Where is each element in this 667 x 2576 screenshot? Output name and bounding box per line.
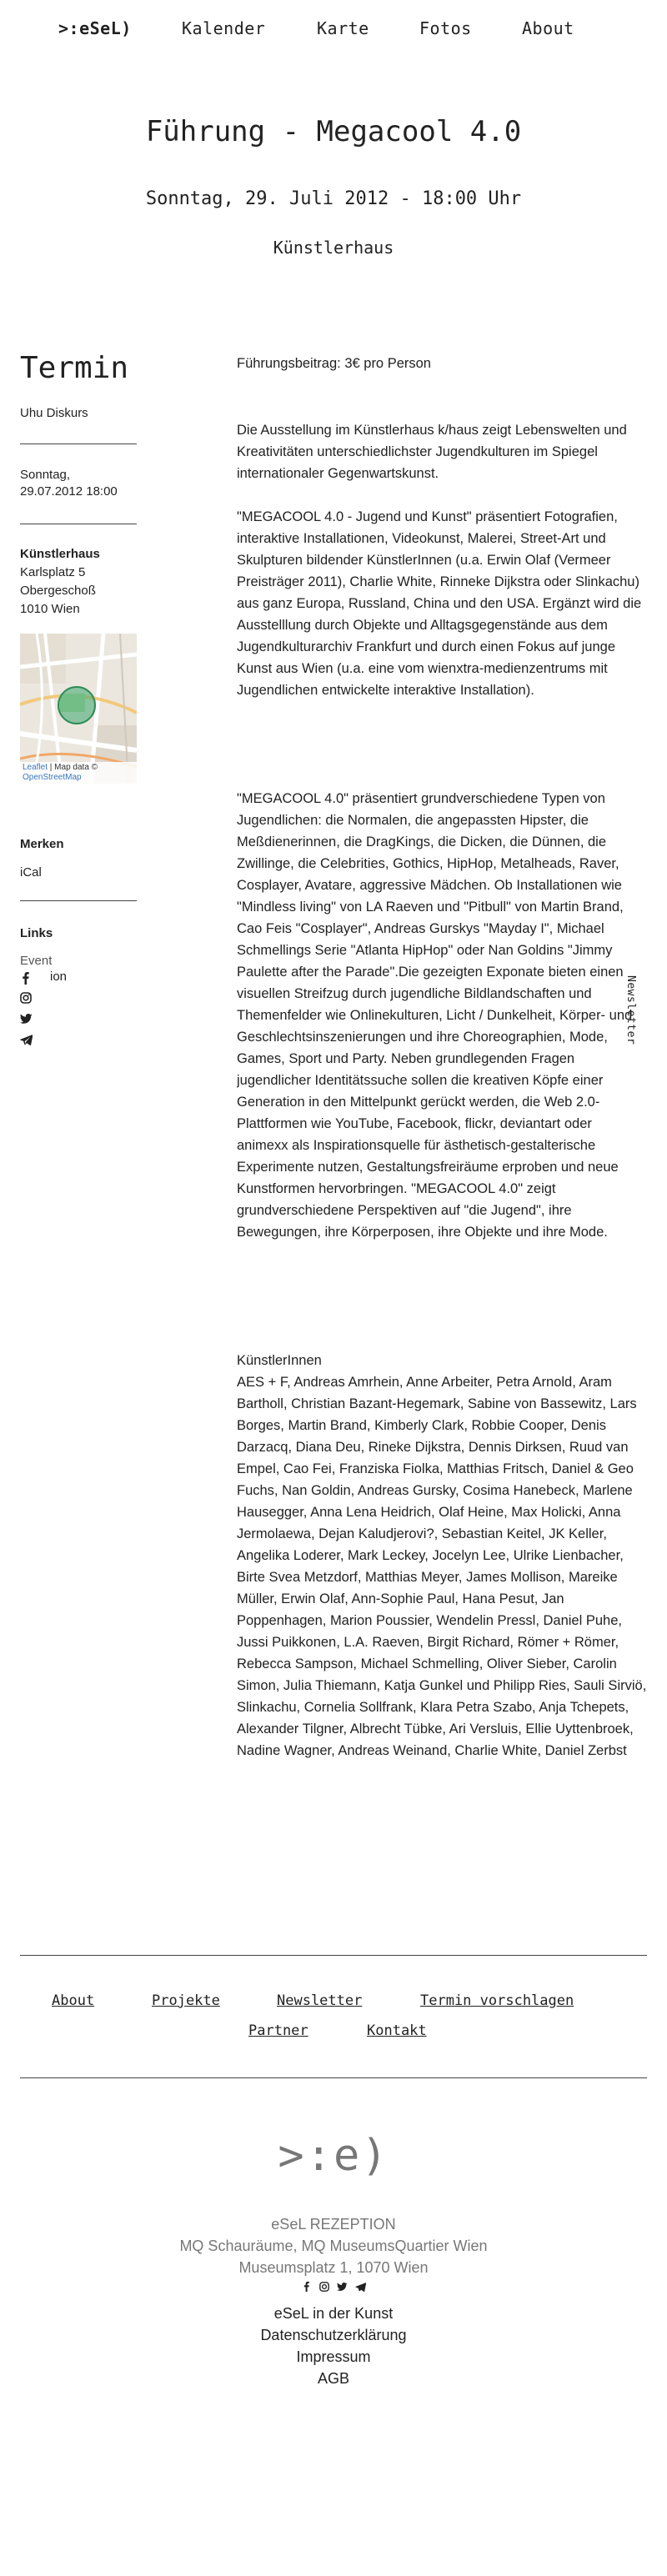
sidebar-venue-city: 1010 Wien bbox=[20, 602, 80, 616]
nav-fotos[interactable]: Fotos bbox=[419, 18, 472, 38]
sidebar-links-heading: Links bbox=[20, 926, 53, 940]
footer-link-newsletter[interactable]: Newsletter bbox=[277, 1992, 363, 2009]
facebook-icon[interactable] bbox=[20, 971, 35, 986]
footer-link-termin-vorschlagen[interactable]: Termin vorschlagen bbox=[420, 1992, 574, 2009]
leaflet-link[interactable]: Leaflet bbox=[23, 763, 48, 772]
twitter-icon[interactable] bbox=[335, 2281, 350, 2294]
fee-text: Führungsbeitrag: 3€ pro Person bbox=[237, 356, 431, 371]
artists-paragraph bbox=[237, 1371, 654, 1848]
footer-logo: >:e) bbox=[278, 2131, 389, 2181]
location-map[interactable] bbox=[20, 634, 137, 784]
map-attribution-text: | Map data © bbox=[48, 763, 98, 772]
footer-link-esel-in-der-kunst[interactable]: eSeL in der Kunst bbox=[273, 2305, 394, 2322]
newsletter-side-tab[interactable]: Newsletter bbox=[624, 975, 637, 1045]
sidebar-time-slot: Uhu Diskurs bbox=[20, 406, 88, 420]
sidebar-link-partial[interactable]: ion bbox=[50, 970, 68, 984]
event-datetime: Sonntag, 29. Juli 2012 - 18:00 Uhr bbox=[145, 188, 522, 209]
description-paragraph bbox=[237, 506, 654, 766]
instagram-icon[interactable] bbox=[317, 2281, 332, 2294]
intro-text: Die Ausstellung im Künstlerhaus k/haus zeigt Lebenswelten und Kreativitäten unterschiedlichster Jugendkulturen im Spiegel internationaler Gegenwartskunst. bbox=[237, 423, 627, 481]
ical-link[interactable]: iCal bbox=[20, 865, 42, 880]
sidebar-merken-heading: Merken bbox=[20, 837, 64, 851]
types-paragraph bbox=[237, 788, 639, 1330]
openstreetmap-link[interactable]: OpenStreetMap bbox=[23, 773, 82, 782]
telegram-icon[interactable] bbox=[20, 1034, 35, 1049]
sidebar-divider bbox=[20, 900, 137, 901]
footer-link-kontakt[interactable]: Kontakt bbox=[367, 2022, 427, 2039]
sidebar-date-line2: 29.07.2012 18:00 bbox=[20, 484, 118, 499]
artists-heading: KünstlerInnen bbox=[237, 1353, 322, 1368]
footer-divider bbox=[20, 2077, 647, 2078]
sidebar-venue-floor: Obergeschoß bbox=[20, 584, 96, 598]
nav-karte[interactable]: Karte bbox=[317, 18, 369, 38]
telegram-icon[interactable] bbox=[354, 2281, 369, 2294]
artists-list: AES + F, Andreas Amrhein, Anne Arbeiter, Petra Arnold, Aram Bartholl, Christian Bazant-Hegemark, Sabine von Bassewitz, Lars Borges, Martin Brand, Kimberly Clark, Robbie Cooper, Denis Darzacq, Diana Deu, Rineke Dijkstra, Dennis Dirksen, Ruud van Empel, Cao Fei, Franziska Fiolka, Matthias Fritsch, Daniel & Geo Fuchs, Nan Goldin, Andreas Gursky, Cosima Hanebeck, Marlene Hausegger, Anna Lena Heidrich, Olaf Heine, Max Holicki, Anna Jermolaewa, Dejan Kaludjerovi?, Sebastian Keitel, JK Keller, Angelika Loderer, Mark Leckey, Jocelyn Lee, Ulrike Lienbacher, Birte Svea Metzdorf, Matthias Meyer, James Mollison, Mareike Müller, Erwin Olaf, Ann-Sophie Paul, Hana Pesut, Jan Poppenhagen, Marion Poussier, Wendelin Pressl, Daniel Puhe, Jussi Puikkonen, L.A. Raeven, Birgit Richard, Römer + Römer, Rebecca Sampson, Michael Schmelling, Oliver Sieber, Carolin Simon, Julia Thiemann, Katja Gunkel und Philipp Ries, Sauli Sirviö, Slinkachu, Cornelia Sollfrank, Klara Petra Szabo, Anja Tchepets, Alexander Tilgner, Albrecht Tübke, Ari Versluis, Ellie Uyttenbroek, Nadine Wagner, Andreas Weinand, Charlie White, Daniel Zerbst bbox=[237, 1375, 647, 1758]
sidebar-venue-street: Karlsplatz 5 bbox=[20, 565, 86, 579]
event-location: Künstlerhaus bbox=[273, 238, 394, 258]
nav-kalender[interactable]: Kalender bbox=[182, 18, 266, 38]
footer-social-icons bbox=[0, 2281, 667, 2294]
logo-link[interactable]: >:eSeL) bbox=[58, 18, 132, 38]
facebook-icon[interactable] bbox=[298, 2281, 313, 2294]
twitter-icon[interactable] bbox=[20, 1013, 35, 1028]
footer-link-agb[interactable]: AGB bbox=[317, 2370, 349, 2387]
footer-link-partner[interactable]: Partner bbox=[248, 2022, 308, 2039]
nav-about[interactable]: About bbox=[522, 18, 574, 38]
event-title: Führung - Megacool 4.0 bbox=[145, 115, 522, 148]
footer-link-about[interactable]: About bbox=[52, 1992, 95, 2009]
footer-address-line2: Museumsplatz 1, 1070 Wien bbox=[238, 2259, 429, 2276]
instagram-icon[interactable] bbox=[20, 992, 35, 1007]
top-navigation bbox=[0, 18, 667, 43]
description-text: "MEGACOOL 4.0 - Jugend und Kunst" präsentiert Fotografien, interaktive Installationen, Videokunst, Malerei, Street-Art und Skulpturen bildender KünstlerInnen (u.a. Erwin Olaf (Vermeer Preisträger 2011), Charlie White, Rinneke Dijkstra oder Slinkachu) aus ganz Europa, Russland, China und den USA. Ergänzt wird die Ausstelllung durch Objekte und Alltagsgegenstände aus dem Jugendkulturarchiv Frankfurt und durch einen Fokus auf junge Kunst aus Wien (u.a. eine vom wienxtra-medienzentrums mit Jugendlichen entwickelte interaktive Installation). bbox=[237, 509, 642, 698]
intro-paragraph bbox=[237, 419, 654, 484]
footer-link-datenschutz[interactable]: Datenschutzerklärung bbox=[260, 2327, 407, 2343]
footer-link-projekte[interactable]: Projekte bbox=[152, 1992, 220, 2009]
map-tiles bbox=[20, 634, 137, 784]
map-attribution bbox=[20, 762, 137, 784]
footer-link-impressum[interactable]: Impressum bbox=[296, 2348, 371, 2365]
sidebar-heading: Termin bbox=[20, 351, 129, 385]
types-text: "MEGACOOL 4.0" präsentiert grundverschiedene Typen von Jugendlichen: die Normalen, die angepassten Hipster, die Meßdienerinnen, die DragKings, die Dicken, die Dünnen, die Zwillinge, die Celebrities, Gothics, HipHop, Metalheads, Raver, Cosplayer, Avatare, aggressive Mädchen. Ob Installationen wie "Mindless living" von LA Raeven und "Pitbull" von Martin Brand, Cao Feis "Cosplayer", Andreas Gurskys "Mayday I", Michael Schmellings Serie "Atlanta HipHop" oder Nan Goldins "Jimmy Paulette after the Parade".Die gezeigten Exponate bieten einen visuellen Streifzug durch jugendliche Bildlandschaften und Themenfelder wie Onlinekulturen, Licht / Dunkelheit, Körper- und Geschlechtsinszenierungen und ihre Choreographien, Mode, Games, Sport und Party. Neben grundlegenden Fragen jugendlicher Identitätssuche sollen die kreativen Köpfe einer Generation in den Mittelpunkt gerückt werden, die Web 2.0-Plattformen wie YouTube, Facebook, flickr, deviantart oder animexx als Inspirationsquelle für ästhetisch-gestalterische Experimente nutzen, Gestaltungsfreiräume erproben und neue Kunstformen hervorbringen. "MEGACOOL 4.0" zeigt grundverschiedene Perspektiven auf "die Jugend", ihre Bewegungen, ihre Körperposen, ihre Objekte und ihre Mode. bbox=[237, 791, 633, 1240]
footer-org-name: eSeL REZEPTION bbox=[271, 2216, 396, 2233]
sidebar-link-event[interactable]: Event bbox=[20, 954, 53, 965]
footer-divider bbox=[20, 1955, 647, 1956]
footer-address-line1: MQ Schauräume, MQ MuseumsQuartier Wien bbox=[179, 2238, 488, 2254]
sidebar-venue-name[interactable]: Künstlerhaus bbox=[20, 547, 100, 561]
sidebar-date-line1: Sonntag, bbox=[20, 468, 71, 482]
